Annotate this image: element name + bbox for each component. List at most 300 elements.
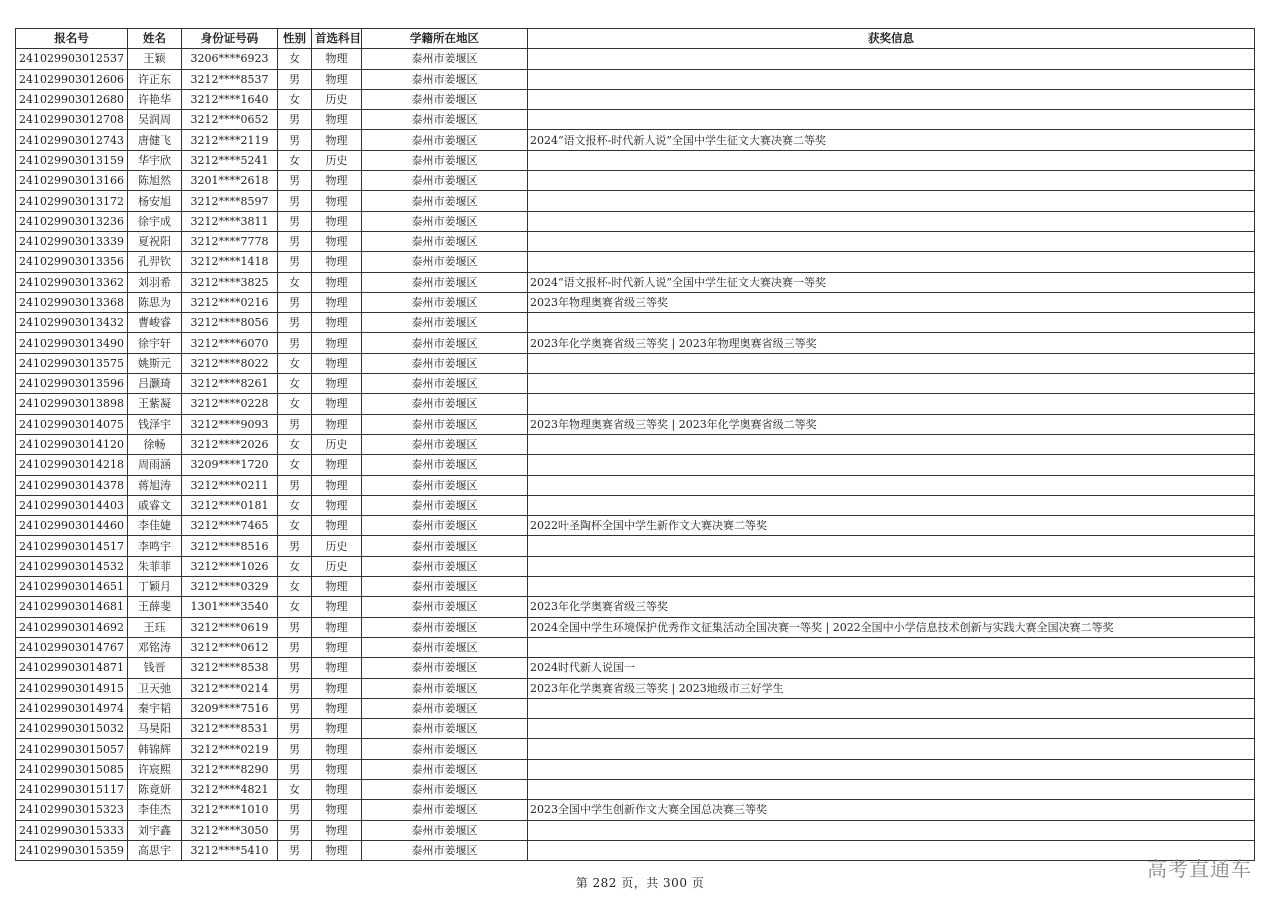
region-cell: 泰州市姜堰区	[362, 800, 528, 820]
name-cell: 戚睿文	[128, 495, 182, 515]
award-cell	[528, 820, 1255, 840]
region-cell: 泰州市姜堰区	[362, 333, 528, 353]
registration-no-cell: 241029903014767	[16, 637, 128, 657]
id-number-cell: 3212****5241	[182, 150, 278, 170]
table-row	[16, 110, 1255, 130]
id-number-cell: 3212****8597	[182, 191, 278, 211]
id-number-cell: 3212****5410	[182, 840, 278, 860]
gender-cell: 女	[278, 89, 312, 109]
id-number-cell: 3212****0652	[182, 110, 278, 130]
gender-cell: 女	[278, 597, 312, 617]
table-row	[16, 719, 1255, 739]
region-cell: 泰州市姜堰区	[362, 577, 528, 597]
table-row	[16, 840, 1255, 860]
table-row	[16, 374, 1255, 394]
subject-cell: 物理	[312, 759, 362, 779]
name-cell: 周雨涵	[128, 455, 182, 475]
id-number-cell: 3201****2618	[182, 171, 278, 191]
id-number-cell: 3212****0216	[182, 292, 278, 312]
region-cell: 泰州市姜堰区	[362, 617, 528, 637]
table-row	[16, 171, 1255, 191]
subject-cell: 物理	[312, 49, 362, 69]
page-number-footer: 第 282 页，共 300 页	[575, 876, 705, 890]
name-cell: 韩锦辉	[128, 739, 182, 759]
subject-cell: 物理	[312, 475, 362, 495]
name-cell: 唐健飞	[128, 130, 182, 150]
award-cell	[528, 475, 1255, 495]
region-cell: 泰州市姜堰区	[362, 719, 528, 739]
name-cell: 李鸣宇	[128, 536, 182, 556]
registration-no-cell: 241029903013596	[16, 374, 128, 394]
gender-cell: 男	[278, 313, 312, 333]
subject-cell: 物理	[312, 231, 362, 251]
name-cell: 孔羿钦	[128, 252, 182, 272]
subject-cell: 物理	[312, 840, 362, 860]
region-cell: 泰州市姜堰区	[362, 171, 528, 191]
subject-cell: 物理	[312, 252, 362, 272]
region-cell: 泰州市姜堰区	[362, 516, 528, 536]
id-number-cell: 3212****2119	[182, 130, 278, 150]
name-cell: 邓铭涛	[128, 637, 182, 657]
region-cell: 泰州市姜堰区	[362, 110, 528, 130]
id-number-cell: 3212****8531	[182, 719, 278, 739]
gender-cell: 男	[278, 840, 312, 860]
table-row	[16, 536, 1255, 556]
region-cell: 泰州市姜堰区	[362, 698, 528, 718]
registration-no-cell: 241029903014378	[16, 475, 128, 495]
name-cell: 李佳婕	[128, 516, 182, 536]
table-row	[16, 475, 1255, 495]
id-number-cell: 1301****3540	[182, 597, 278, 617]
name-cell: 许艳华	[128, 89, 182, 109]
region-cell: 泰州市姜堰区	[362, 597, 528, 617]
table-row	[16, 333, 1255, 353]
gender-cell: 男	[278, 211, 312, 231]
subject-cell: 物理	[312, 739, 362, 759]
registration-no-cell: 241029903014681	[16, 597, 128, 617]
gender-cell: 男	[278, 678, 312, 698]
award-cell	[528, 759, 1255, 779]
region-cell: 泰州市姜堰区	[362, 89, 528, 109]
region-cell: 泰州市姜堰区	[362, 455, 528, 475]
registration-no-cell: 241029903012606	[16, 69, 128, 89]
table-row	[16, 394, 1255, 414]
region-cell: 泰州市姜堰区	[362, 211, 528, 231]
name-cell: 高思宇	[128, 840, 182, 860]
subject-cell: 历史	[312, 434, 362, 454]
table-row	[16, 800, 1255, 820]
registration-no-cell: 241029903014651	[16, 577, 128, 597]
name-cell: 曹峻睿	[128, 313, 182, 333]
registration-no-cell: 241029903013339	[16, 231, 128, 251]
name-cell: 马昊阳	[128, 719, 182, 739]
id-number-cell: 3212****1010	[182, 800, 278, 820]
subject-cell: 历史	[312, 150, 362, 170]
id-number-cell: 3212****7465	[182, 516, 278, 536]
id-number-cell: 3212****0214	[182, 678, 278, 698]
award-cell	[528, 637, 1255, 657]
name-cell: 刘羽希	[128, 272, 182, 292]
registration-no-cell: 241029903014974	[16, 698, 128, 718]
subject-cell: 物理	[312, 211, 362, 231]
table-row	[16, 597, 1255, 617]
subject-cell: 物理	[312, 597, 362, 617]
gender-cell: 女	[278, 556, 312, 576]
award-cell: 2023年物理奥赛省级三等奖 | 2023年化学奥赛省级二等奖	[528, 414, 1255, 434]
award-cell	[528, 394, 1255, 414]
award-cell	[528, 434, 1255, 454]
registration-no-cell: 241029903014871	[16, 658, 128, 678]
table-row	[16, 150, 1255, 170]
id-number-cell: 3212****0619	[182, 617, 278, 637]
registration-no-cell: 241029903015032	[16, 719, 128, 739]
gender-cell: 男	[278, 739, 312, 759]
region-cell: 泰州市姜堰区	[362, 353, 528, 373]
header-gender: 性别	[278, 29, 312, 49]
subject-cell: 物理	[312, 171, 362, 191]
subject-cell: 物理	[312, 414, 362, 434]
gender-cell: 女	[278, 374, 312, 394]
gender-cell: 男	[278, 292, 312, 312]
registration-no-cell: 241029903014120	[16, 434, 128, 454]
name-cell: 李佳杰	[128, 800, 182, 820]
table-row	[16, 292, 1255, 312]
award-cell	[528, 69, 1255, 89]
registration-no-cell: 241029903013356	[16, 252, 128, 272]
name-cell: 王紫凝	[128, 394, 182, 414]
subject-cell: 物理	[312, 800, 362, 820]
table-row	[16, 313, 1255, 333]
region-cell: 泰州市姜堰区	[362, 69, 528, 89]
gender-cell: 男	[278, 414, 312, 434]
name-cell: 徐畅	[128, 434, 182, 454]
subject-cell: 物理	[312, 617, 362, 637]
id-number-cell: 3212****7778	[182, 231, 278, 251]
registration-no-cell: 241029903013166	[16, 171, 128, 191]
award-cell	[528, 313, 1255, 333]
registration-no-cell: 241029903012743	[16, 130, 128, 150]
table-row	[16, 231, 1255, 251]
award-cell	[528, 779, 1255, 799]
header-id-number: 身份证号码	[182, 29, 278, 49]
subject-cell: 物理	[312, 719, 362, 739]
region-cell: 泰州市姜堰区	[362, 150, 528, 170]
registration-no-cell: 241029903013362	[16, 272, 128, 292]
subject-cell: 物理	[312, 374, 362, 394]
table-row	[16, 434, 1255, 454]
gender-cell: 男	[278, 536, 312, 556]
id-number-cell: 3212****8261	[182, 374, 278, 394]
region-cell: 泰州市姜堰区	[362, 252, 528, 272]
award-cell	[528, 374, 1255, 394]
gender-cell: 男	[278, 820, 312, 840]
award-cell: 2023年化学奥赛省级三等奖 | 2023地级市三好学生	[528, 678, 1255, 698]
registration-no-cell: 241029903014075	[16, 414, 128, 434]
subject-cell: 物理	[312, 820, 362, 840]
table-row	[16, 779, 1255, 799]
gender-cell: 女	[278, 577, 312, 597]
gender-cell: 女	[278, 49, 312, 69]
registration-no-cell: 241029903014218	[16, 455, 128, 475]
region-cell: 泰州市姜堰区	[362, 475, 528, 495]
name-cell: 夏祝阳	[128, 231, 182, 251]
table-row	[16, 556, 1255, 576]
id-number-cell: 3212****1026	[182, 556, 278, 576]
award-cell: 2022叶圣陶杯全国中学生新作文大赛决赛二等奖	[528, 516, 1255, 536]
subject-cell: 物理	[312, 455, 362, 475]
name-cell: 陈竟妍	[128, 779, 182, 799]
region-cell: 泰州市姜堰区	[362, 495, 528, 515]
gender-cell: 男	[278, 130, 312, 150]
region-cell: 泰州市姜堰区	[362, 414, 528, 434]
table-row	[16, 637, 1255, 657]
name-cell: 钱晋	[128, 658, 182, 678]
region-cell: 泰州市姜堰区	[362, 536, 528, 556]
id-number-cell: 3206****6923	[182, 49, 278, 69]
name-cell: 丁颖月	[128, 577, 182, 597]
id-number-cell: 3209****1720	[182, 455, 278, 475]
id-number-cell: 3212****0211	[182, 475, 278, 495]
id-number-cell: 3212****2026	[182, 434, 278, 454]
name-cell: 王颖	[128, 49, 182, 69]
gender-cell: 男	[278, 759, 312, 779]
region-cell: 泰州市姜堰区	[362, 292, 528, 312]
registration-no-cell: 241029903013236	[16, 211, 128, 231]
table-row	[16, 211, 1255, 231]
subject-cell: 物理	[312, 69, 362, 89]
id-number-cell: 3212****8538	[182, 658, 278, 678]
name-cell: 王珏	[128, 617, 182, 637]
gender-cell: 男	[278, 171, 312, 191]
id-number-cell: 3212****0219	[182, 739, 278, 759]
region-cell: 泰州市姜堰区	[362, 678, 528, 698]
id-number-cell: 3212****3811	[182, 211, 278, 231]
name-cell: 陈旭然	[128, 171, 182, 191]
registration-no-cell: 241029903015359	[16, 840, 128, 860]
table-row	[16, 69, 1255, 89]
name-cell: 杨安旭	[128, 191, 182, 211]
id-number-cell: 3209****7516	[182, 698, 278, 718]
subject-cell: 物理	[312, 313, 362, 333]
registration-no-cell: 241029903015057	[16, 739, 128, 759]
subject-cell: 物理	[312, 353, 362, 373]
table-row	[16, 414, 1255, 434]
name-cell: 卫天弛	[128, 678, 182, 698]
registration-no-cell: 241029903015117	[16, 779, 128, 799]
registration-no-cell: 241029903014403	[16, 495, 128, 515]
id-number-cell: 3212****0228	[182, 394, 278, 414]
region-cell: 泰州市姜堰区	[362, 313, 528, 333]
table-row	[16, 698, 1255, 718]
registration-no-cell: 241029903015323	[16, 800, 128, 820]
table-row	[16, 820, 1255, 840]
subject-cell: 物理	[312, 110, 362, 130]
region-cell: 泰州市姜堰区	[362, 637, 528, 657]
award-cell: 2023年化学奥赛省级三等奖 | 2023年物理奥赛省级三等奖	[528, 333, 1255, 353]
gender-cell: 男	[278, 637, 312, 657]
award-cell	[528, 353, 1255, 373]
id-number-cell: 3212****8022	[182, 353, 278, 373]
registration-no-cell: 241029903014915	[16, 678, 128, 698]
subject-cell: 物理	[312, 637, 362, 657]
registration-no-cell: 241029903014692	[16, 617, 128, 637]
gender-cell: 男	[278, 110, 312, 130]
table-row	[16, 516, 1255, 536]
award-cell	[528, 89, 1255, 109]
gender-cell: 男	[278, 658, 312, 678]
region-cell: 泰州市姜堰区	[362, 658, 528, 678]
award-cell: 2024“语文报杯-时代新人说”全国中学生征文大赛决赛一等奖	[528, 272, 1255, 292]
region-cell: 泰州市姜堰区	[362, 556, 528, 576]
header-primary-subject: 首选科目	[312, 29, 362, 49]
award-cell	[528, 495, 1255, 515]
registration-no-cell: 241029903012680	[16, 89, 128, 109]
region-cell: 泰州市姜堰区	[362, 272, 528, 292]
gender-cell: 女	[278, 353, 312, 373]
award-cell	[528, 231, 1255, 251]
registration-no-cell: 241029903013172	[16, 191, 128, 211]
name-cell: 姚斯元	[128, 353, 182, 373]
subject-cell: 物理	[312, 678, 362, 698]
award-cell	[528, 150, 1255, 170]
table-row	[16, 495, 1255, 515]
subject-cell: 历史	[312, 556, 362, 576]
registration-no-cell: 241029903014517	[16, 536, 128, 556]
header-name: 姓名	[128, 29, 182, 49]
award-cell	[528, 211, 1255, 231]
award-cell	[528, 577, 1255, 597]
region-cell: 泰州市姜堰区	[362, 840, 528, 860]
gender-cell: 女	[278, 779, 312, 799]
table-row	[16, 252, 1255, 272]
region-cell: 泰州市姜堰区	[362, 739, 528, 759]
gender-cell: 女	[278, 516, 312, 536]
id-number-cell: 3212****6070	[182, 333, 278, 353]
header-award-info: 获奖信息	[528, 29, 1255, 49]
table-row	[16, 130, 1255, 150]
subject-cell: 物理	[312, 394, 362, 414]
table-row	[16, 89, 1255, 109]
region-cell: 泰州市姜堰区	[362, 49, 528, 69]
id-number-cell: 3212****0181	[182, 495, 278, 515]
subject-cell: 物理	[312, 779, 362, 799]
header-school-region: 学籍所在地区	[362, 29, 528, 49]
award-cell: 2024“语文报杯-时代新人说”全国中学生征文大赛决赛二等奖	[528, 130, 1255, 150]
table-row	[16, 191, 1255, 211]
name-cell: 徐宇轩	[128, 333, 182, 353]
region-cell: 泰州市姜堰区	[362, 130, 528, 150]
subject-cell: 物理	[312, 333, 362, 353]
gender-cell: 男	[278, 252, 312, 272]
id-number-cell: 3212****9093	[182, 414, 278, 434]
name-cell: 吕灏琦	[128, 374, 182, 394]
award-cell	[528, 698, 1255, 718]
registration-no-cell: 241029903013432	[16, 313, 128, 333]
gender-cell: 男	[278, 475, 312, 495]
registration-no-cell: 241029903012708	[16, 110, 128, 130]
table-row	[16, 455, 1255, 475]
gender-cell: 男	[278, 719, 312, 739]
table-row	[16, 658, 1255, 678]
id-number-cell: 3212****1640	[182, 89, 278, 109]
id-number-cell: 3212****8516	[182, 536, 278, 556]
award-cell	[528, 191, 1255, 211]
award-cell	[528, 49, 1255, 69]
header-registration-no: 报名号	[16, 29, 128, 49]
registration-no-cell: 241029903012537	[16, 49, 128, 69]
table-row	[16, 678, 1255, 698]
name-cell: 刘宇鑫	[128, 820, 182, 840]
student-roster-table	[15, 28, 1255, 861]
subject-cell: 物理	[312, 191, 362, 211]
subject-cell: 物理	[312, 698, 362, 718]
gender-cell: 男	[278, 69, 312, 89]
id-number-cell: 3212****8537	[182, 69, 278, 89]
table-header-row	[16, 29, 1255, 49]
name-cell: 陈思为	[128, 292, 182, 312]
id-number-cell: 3212****8056	[182, 313, 278, 333]
table-row	[16, 739, 1255, 759]
subject-cell: 物理	[312, 495, 362, 515]
award-cell: 2023全国中学生创新作文大赛全国总决赛三等奖	[528, 800, 1255, 820]
name-cell: 许正东	[128, 69, 182, 89]
award-cell	[528, 252, 1255, 272]
id-number-cell: 3212****0612	[182, 637, 278, 657]
table-row	[16, 617, 1255, 637]
registration-no-cell: 241029903013575	[16, 353, 128, 373]
id-number-cell: 3212****3825	[182, 272, 278, 292]
table-row	[16, 577, 1255, 597]
registration-no-cell: 241029903013159	[16, 150, 128, 170]
id-number-cell: 3212****8290	[182, 759, 278, 779]
award-cell: 2024时代新人说国一	[528, 658, 1255, 678]
table-body	[16, 49, 1255, 861]
award-cell: 2023年物理奥赛省级三等奖	[528, 292, 1255, 312]
award-cell	[528, 739, 1255, 759]
subject-cell: 历史	[312, 89, 362, 109]
gender-cell: 男	[278, 333, 312, 353]
subject-cell: 物理	[312, 577, 362, 597]
award-cell	[528, 536, 1255, 556]
gender-cell: 男	[278, 231, 312, 251]
watermark-logo-text: 高考直通车	[1147, 857, 1252, 881]
subject-cell: 物理	[312, 516, 362, 536]
region-cell: 泰州市姜堰区	[362, 759, 528, 779]
region-cell: 泰州市姜堰区	[362, 394, 528, 414]
registration-no-cell: 241029903013368	[16, 292, 128, 312]
registration-no-cell: 241029903015333	[16, 820, 128, 840]
name-cell: 许宸熙	[128, 759, 182, 779]
region-cell: 泰州市姜堰区	[362, 820, 528, 840]
table-row	[16, 759, 1255, 779]
award-cell	[528, 171, 1255, 191]
subject-cell: 物理	[312, 272, 362, 292]
name-cell: 秦宇韬	[128, 698, 182, 718]
table-row	[16, 49, 1255, 69]
subject-cell: 物理	[312, 292, 362, 312]
gender-cell: 女	[278, 455, 312, 475]
gender-cell: 女	[278, 434, 312, 454]
name-cell: 吴润周	[128, 110, 182, 130]
gender-cell: 男	[278, 617, 312, 637]
region-cell: 泰州市姜堰区	[362, 191, 528, 211]
subject-cell: 物理	[312, 130, 362, 150]
registration-no-cell: 241029903014460	[16, 516, 128, 536]
id-number-cell: 3212****4821	[182, 779, 278, 799]
id-number-cell: 3212****3050	[182, 820, 278, 840]
subject-cell: 物理	[312, 658, 362, 678]
gender-cell: 女	[278, 394, 312, 414]
